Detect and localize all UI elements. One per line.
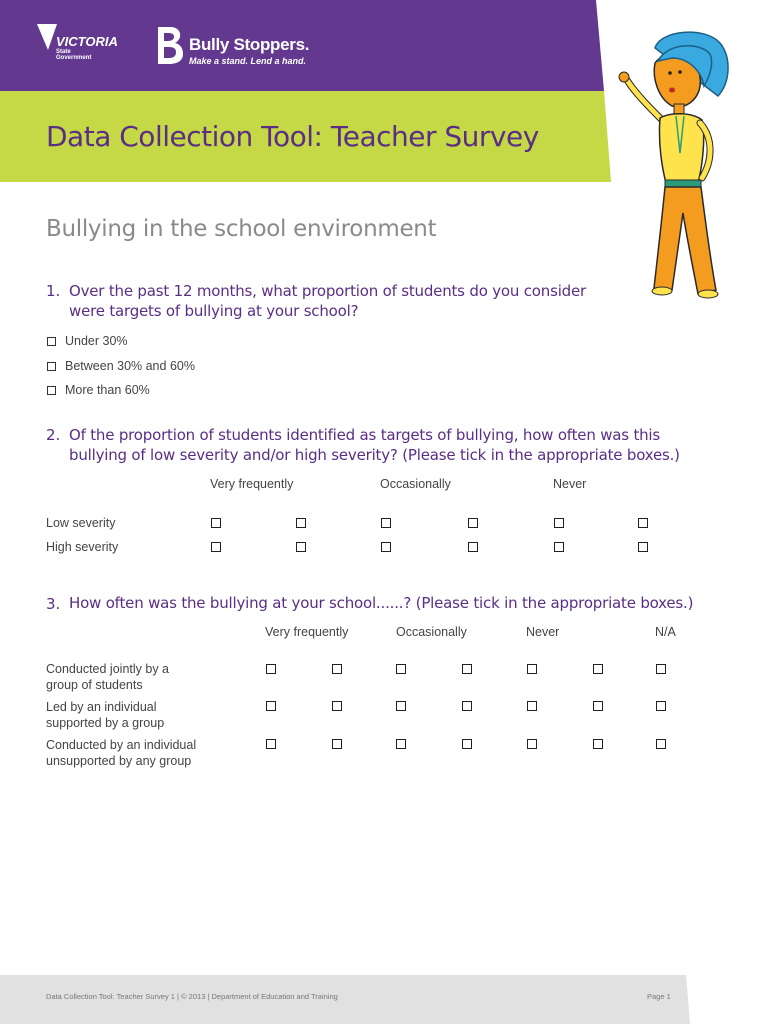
q1-option-label: More than 60% <box>65 383 150 397</box>
q3-tick-box[interactable] <box>396 701 406 711</box>
q2-number: 2. <box>46 426 61 444</box>
q3-tick-box[interactable] <box>527 664 537 674</box>
q3-tick-box[interactable] <box>462 739 472 749</box>
q2-tick-box[interactable] <box>381 518 391 528</box>
q1-option-label: Under 30% <box>65 334 128 348</box>
q3-tick-box[interactable] <box>332 664 342 674</box>
victoria-map-icon <box>36 22 58 58</box>
q2-tick-box[interactable] <box>638 542 648 552</box>
q3-text-line1: How often was the bullying at your school......? (Please tick in the appropriate boxes.) <box>69 594 694 612</box>
q2-column-header: Never <box>553 477 587 491</box>
q3-row-label-line2: supported by a group <box>46 716 165 730</box>
q1-text-line2: were targets of bullying at your school? <box>69 302 359 320</box>
q3-row-label-line1: Led by an individual <box>46 700 157 714</box>
q3-tick-box[interactable] <box>266 739 276 749</box>
page-number: Page 1 <box>647 992 671 1001</box>
q3-tick-box[interactable] <box>527 701 537 711</box>
q3-row-label-line1: Conducted jointly by a <box>46 662 169 676</box>
q2-row-label: Low severity <box>46 516 116 530</box>
q2-text-line1: Of the proportion of students identified as targets of bullying, how often was this <box>69 426 661 444</box>
q3-column-header: N/A <box>655 625 676 639</box>
q3-tick-box[interactable] <box>396 739 406 749</box>
q3-column-header: Very frequently <box>265 625 349 639</box>
q3-number: 3. <box>46 595 61 613</box>
q1-option-label: Between 30% and 60% <box>65 359 195 373</box>
q2-tick-box[interactable] <box>638 518 648 528</box>
q2-text-line2: bullying of low severity and/or high severity? (Please tick in the appropriate boxes.) <box>69 446 680 464</box>
q3-row-label-line2: unsupported by any group <box>46 754 192 768</box>
q3-tick-box[interactable] <box>527 739 537 749</box>
q2-tick-box[interactable] <box>296 542 306 552</box>
q3-row-label <box>46 661 169 693</box>
q3-row-label <box>46 699 164 731</box>
q3-column-header: Never <box>526 625 560 639</box>
q3-tick-box[interactable] <box>593 701 603 711</box>
q3-tick-box[interactable] <box>656 664 666 674</box>
q1-number: 1. <box>46 282 61 300</box>
q3-row-label-line2: group of students <box>46 678 143 692</box>
q3-tick-box[interactable] <box>462 701 472 711</box>
q2-row-label: High severity <box>46 540 119 554</box>
brand-logo-tagline: Make a stand. Lend a hand. <box>189 56 307 66</box>
q2-tick-box[interactable] <box>554 542 564 552</box>
q2-column-header: Very frequently <box>210 477 294 491</box>
cartoon-girl-illustration <box>610 28 740 308</box>
q3-tick-box[interactable] <box>656 739 666 749</box>
gov-logo-line3: Government <box>56 55 92 61</box>
bully-stoppers-b-icon <box>152 24 186 66</box>
q2-tick-box[interactable] <box>381 542 391 552</box>
q1-option-checkbox[interactable] <box>47 337 56 346</box>
section-heading: Bullying in the school environment <box>46 216 437 242</box>
q3-tick-box[interactable] <box>396 664 406 674</box>
q3-tick-box[interactable] <box>332 739 342 749</box>
q2-tick-box[interactable] <box>211 518 221 528</box>
q2-tick-box[interactable] <box>211 542 221 552</box>
q2-column-header: Occasionally <box>380 477 451 491</box>
q3-tick-box[interactable] <box>462 664 472 674</box>
q3-tick-box[interactable] <box>332 701 342 711</box>
q3-tick-box[interactable] <box>266 664 276 674</box>
q1-option-checkbox[interactable] <box>47 386 56 395</box>
gov-logo-line2: State <box>56 49 71 55</box>
q2-tick-box[interactable] <box>554 518 564 528</box>
q1-option-checkbox[interactable] <box>47 362 56 371</box>
q3-row-label-line1: Conducted by an individual <box>46 738 197 752</box>
q3-tick-box[interactable] <box>593 664 603 674</box>
q3-column-header: Occasionally <box>396 625 467 639</box>
page-title: Data Collection Tool: Teacher Survey <box>46 120 539 153</box>
q2-tick-box[interactable] <box>468 518 478 528</box>
q3-tick-box[interactable] <box>656 701 666 711</box>
q3-tick-box[interactable] <box>593 739 603 749</box>
q1-text-line1: Over the past 12 months, what proportion of students do you consider <box>69 282 586 300</box>
q3-tick-box[interactable] <box>266 701 276 711</box>
footer-text: Data Collection Tool: Teacher Survey 1 | © 2013 | Department of Education and Training <box>46 992 338 1001</box>
q3-row-label <box>46 737 196 769</box>
gov-logo-name: VICTORIA <box>56 34 118 49</box>
brand-logo-name: Bully Stoppers. <box>189 35 310 54</box>
q2-tick-box[interactable] <box>296 518 306 528</box>
q2-tick-box[interactable] <box>468 542 478 552</box>
